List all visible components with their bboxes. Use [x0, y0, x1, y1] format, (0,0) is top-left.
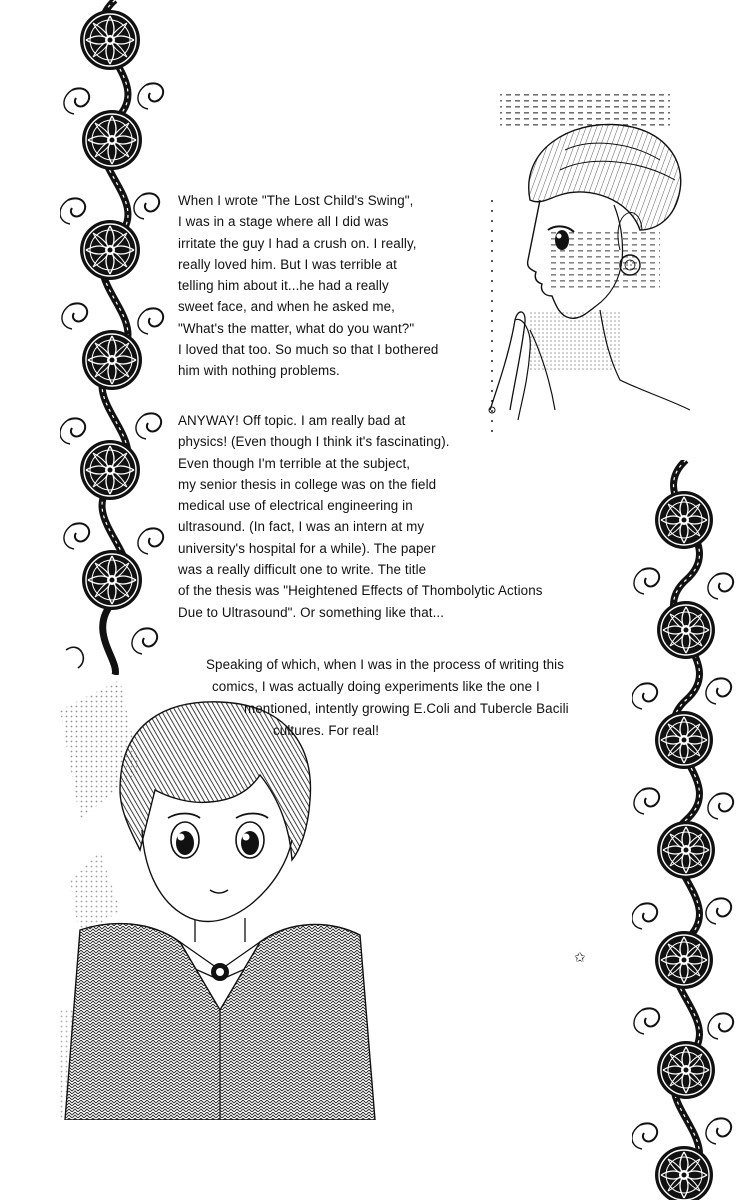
text-line: "What's the matter, what do you want?" — [178, 320, 415, 336]
text-line: medical use of electrical engineering in — [178, 498, 413, 514]
paragraph-crush-story — [178, 190, 438, 382]
text-line: I loved that too. So much so that I bothered — [178, 342, 439, 358]
text-line: really loved him. But I was terrible at — [178, 256, 397, 272]
text-line: him with nothing problems. — [178, 363, 340, 379]
text-line: of the thesis was "Heightened Effects of Thombolytic Actions — [178, 583, 543, 599]
text-line: I was in a stage where all I did was — [178, 214, 389, 230]
text-line: Due to Ultrasound". Or something like that... — [178, 604, 445, 620]
text-line: Even though I'm terrible at the subject, — [178, 455, 411, 471]
text-line: mentioned, intently growing E.Coli and Tubercle Bacili — [244, 701, 569, 716]
text-line: was a really difficult one to write. The title — [178, 562, 427, 578]
paragraph-physics-thesis — [178, 410, 543, 623]
text-line: cultures. For real! — [273, 723, 380, 738]
star-doodle-icon: ✩ — [574, 950, 586, 966]
text-line: sweet face, and when he asked me, — [178, 299, 395, 315]
text-line: ultrasound. (In fact, I was an intern at my — [178, 519, 425, 535]
text-line: my senior thesis in college was on the field — [178, 476, 437, 492]
right-ornamental-border-icon — [632, 460, 740, 1200]
left-ornamental-border-icon — [60, 0, 170, 675]
text-line: physics! (Even though I think it's fascinating). — [178, 434, 450, 450]
text-line: comics, I was actually doing experiments like the one I — [212, 679, 540, 694]
text-line: ANYWAY! Off topic. I am really bad at — [178, 413, 406, 428]
girl-in-vest-illustration-icon — [60, 680, 380, 1120]
text-line: telling him about it...he had a really — [178, 278, 389, 294]
text-line: Speaking of which, when I was in the process of writing this — [206, 657, 565, 672]
text-line: When I wrote "The Lost Child's Swing", — [178, 193, 414, 208]
text-line: university's hospital for a while). The paper — [178, 540, 436, 556]
text-line: irritate the guy I had a crush on. I really, — [178, 235, 417, 251]
